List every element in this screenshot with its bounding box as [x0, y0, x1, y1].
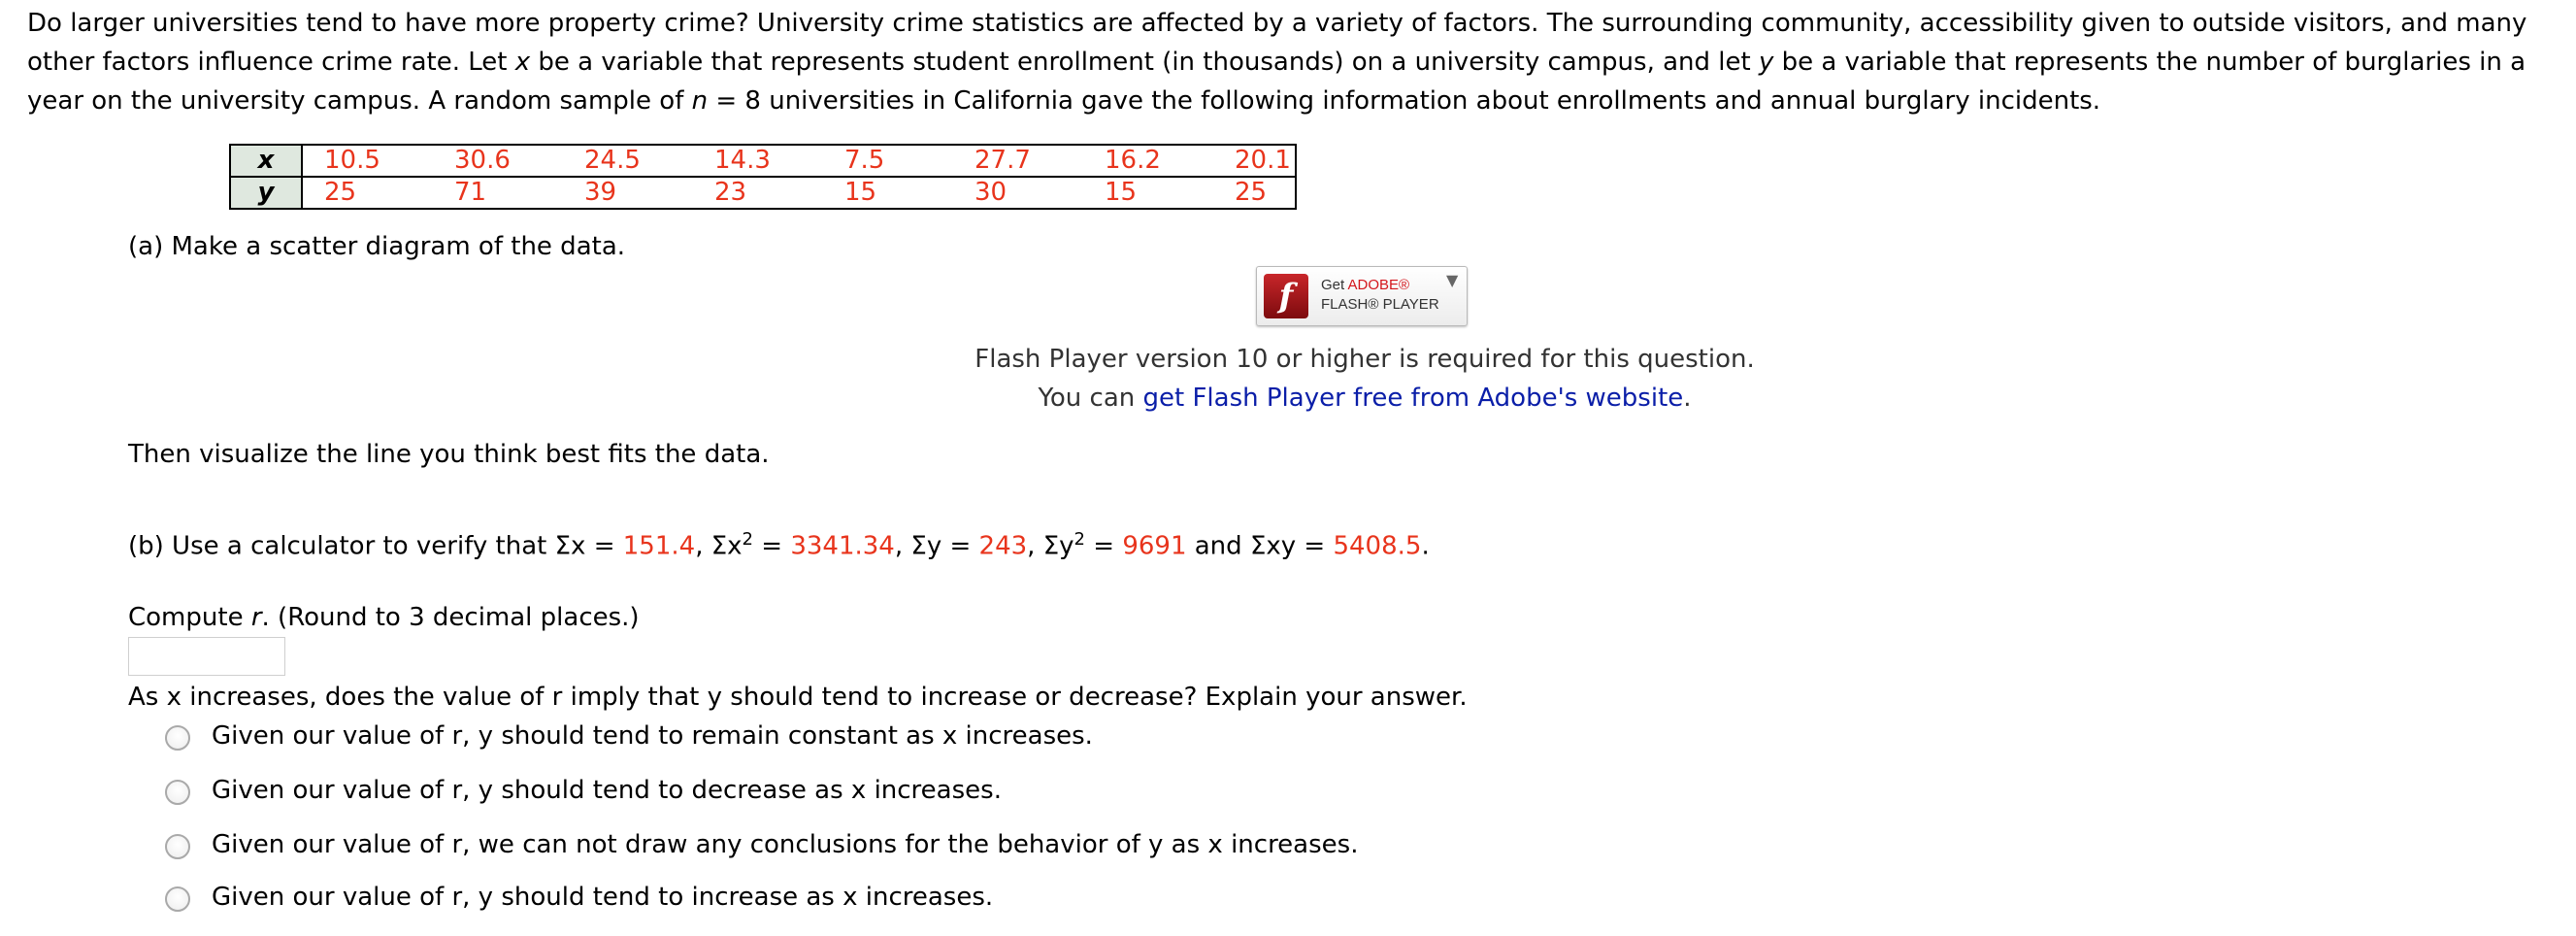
x-value: 20.1 [1213, 145, 1296, 177]
y-value: 23 [714, 178, 747, 207]
download-arrow-icon: ▼ [1446, 271, 1459, 289]
x-value: 7.5 [823, 145, 953, 177]
table-header-x: x [230, 145, 302, 177]
compute-r-prompt: Compute r. (Round to 3 decimal places.) [128, 603, 640, 632]
y-value: 25 [324, 178, 357, 207]
y-value: 25 [1235, 178, 1268, 207]
table-header-y: y [230, 177, 302, 209]
data-table [229, 144, 1297, 210]
get-flash-player-badge[interactable] [1256, 266, 1468, 326]
option-label: Given our value of r, y should tend to remain constant as x increases. [212, 721, 1093, 751]
x-value: 24.5 [563, 145, 693, 177]
part-a-then-text: Then visualize the line you think best fits the data. [128, 440, 770, 469]
x-value: 27.7 [953, 145, 1083, 177]
question-text: As x increases, does the value of r imply that y should tend to increase or decrease? Explain your answer. [128, 683, 1468, 712]
flash-logo-icon: f [1264, 274, 1308, 318]
problem-intro: Do larger universities tend to have more property crime? University crime statistics are affected by a variety of factors. The surrounding community, accessibility given to outside visitors, and many other factors influence crime rate. Let x be a variable that represents student enrollment (in thousands) on a university campus, and let y be a variable that represents the number of burglaries in a year on the university campus. A random sample of n = 8 universities in California gave the following information about enrollments and annual burglary incidents. [27, 9, 2527, 116]
r-answer-input[interactable] [128, 637, 285, 676]
x-value: 30.6 [433, 145, 563, 177]
x-value: 14.3 [693, 145, 823, 177]
x-value: 16.2 [1083, 145, 1213, 177]
y-value: 15 [1105, 178, 1138, 207]
x-value: 10.5 [302, 145, 433, 177]
y-value: 39 [584, 178, 617, 207]
y-value: 30 [974, 178, 1007, 207]
flash-required-message [967, 340, 1763, 418]
radio-button[interactable] [165, 834, 190, 859]
get-flash-link[interactable]: get Flash Player free from Adobe's website [1142, 384, 1684, 413]
option-label: Given our value of r, y should tend to decrease as x increases. [212, 776, 1002, 805]
table-row-y [230, 177, 1296, 209]
part-b-sums: (b) Use a calculator to verify that Σx = 151.4, $\Sigma x^2 = 3341.34$, Σy = 243, $\Sigma y^2 = 9691$ and Σxy = 5408.5. [128, 529, 1430, 561]
option-label: Given our value of r, we can not draw any conclusions for the behavior of y as x increases. [212, 830, 1359, 859]
radio-button[interactable] [165, 780, 190, 805]
y-value: 71 [454, 178, 487, 207]
flash-version-text: Flash Player version 10 or higher is required for this question. [974, 345, 1755, 374]
y-value: 15 [844, 178, 877, 207]
flash-badge-line2: FLASH® PLAYER [1321, 296, 1439, 313]
part-a-prompt: (a) Make a scatter diagram of the data. [128, 232, 626, 261]
flash-link-line: You can get Flash Player free from Adobe's website. [1038, 384, 1692, 413]
table-row-x [230, 145, 1296, 177]
option-label: Given our value of r, y should tend to increase as x increases. [212, 883, 994, 912]
radio-button[interactable] [165, 725, 190, 751]
flash-badge-line1: Get ADOBE® [1321, 277, 1410, 293]
radio-button[interactable] [165, 886, 190, 912]
